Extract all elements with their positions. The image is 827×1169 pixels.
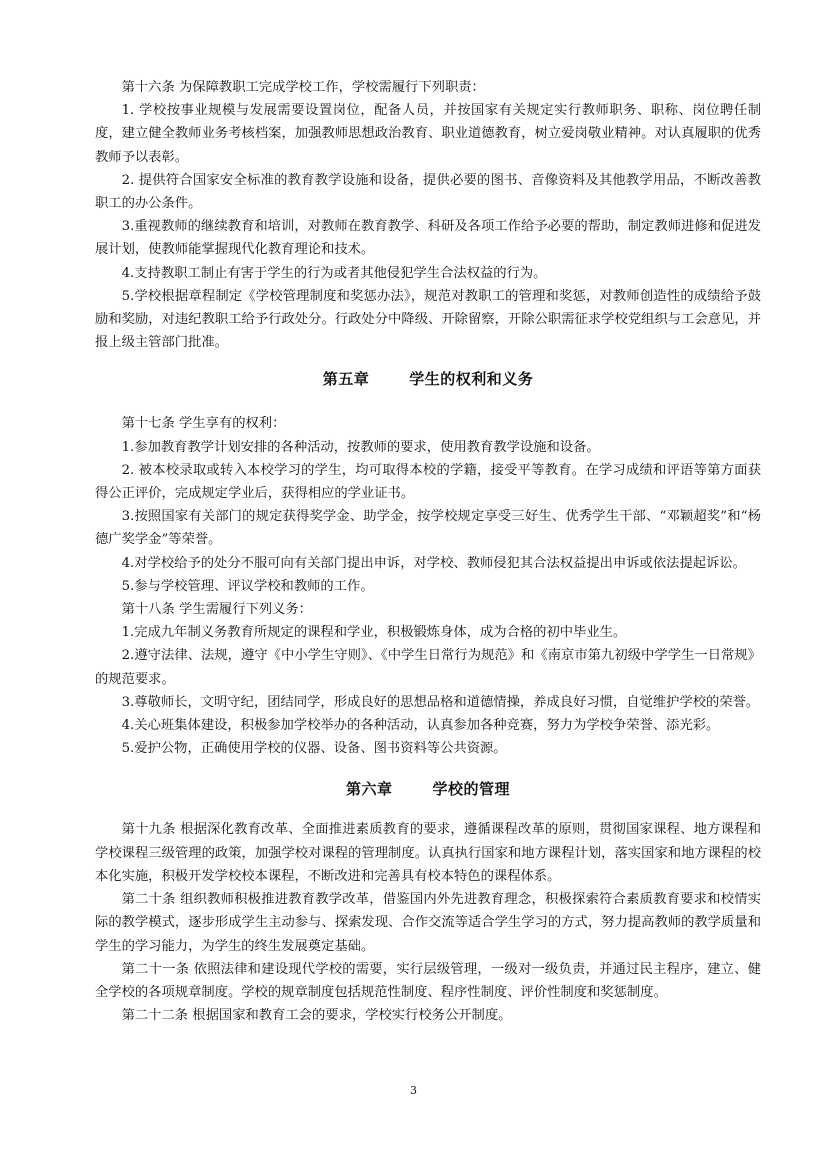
chapter-6-title: 学校的管理 [432, 780, 511, 799]
article-18-item-5: 5.爱护公物，正确使用学校的仪器、设备、图书资料等公共资源。 [121, 741, 507, 757]
article-17-item-1: 1.参加教育教学计划安排的各种活动，按教师的要求，使用教育教学设施和设备。 [121, 439, 600, 455]
article-20: 第二十条 组织教师积极推进教育教学改革，借鉴国内外先进教育理念，积极探索符合素质教育要求和校情实际的教学模式，逐步形成学生主动参与、探索发现、合作交流等适合学生学习的方式，努力提高教师的教学质量和学生的学习能力，为学生的终生发展奠定基础。 [95, 892, 761, 954]
chapter-5-heading [95, 368, 761, 390]
chapter-6-body [95, 818, 761, 1027]
article-17-item-3: 3.按照国家有关部门的规定获得奖学金、助学金，按学校规定享受三好生、优秀学生干部、“邓颖超奖”和“杨德广奖学金”等荣誉。 [95, 509, 761, 548]
article-16-item-4: 4.支持教职工制止有害于学生的行为或者其他侵犯学生合法权益的行为。 [121, 265, 547, 281]
chapter-5-body [95, 412, 761, 760]
article-21: 第二十一条 依照法律和建设现代学校的需要，实行层级管理，一级对一级负责，并通过民主程序，建立、健全学校的各项规章制度。学校的规章制度包括规范性制度、程序性制度、评价性制度和奖惩制度。 [95, 961, 761, 1000]
document-body [95, 76, 761, 1027]
section-article-16 [95, 76, 761, 354]
chapter-5-number: 第五章 [322, 370, 370, 389]
article-18-item-2: 2.遵守法律、法规，遵守《中小学生守则》、《中学生日常行为规范》和《南京市第九初级中学学生一日常规》的规范要求。 [95, 648, 761, 687]
article-16-item-3: 3.重视教师的继续教育和培训，对教师在教育教学、科研及各项工作给予必要的帮助，制定教师进修和促进发展计划，使教师能掌握现代化教育理论和技术。 [95, 219, 761, 258]
article-16-item-2: 2. 提供符合国家安全标准的教育教学设施和设备，提供必要的图书、音像资料及其他教学用品，不断改善教职工的办公条件。 [95, 172, 761, 212]
article-18-item-3: 3.尊敬师长，文明守纪，团结同学，形成良好的思想品格和道德情操，养成良好习惯，自觉维护学校的荣誉。 [121, 694, 760, 710]
article-18-heading: 第十八条 学生需履行下列义务： [121, 602, 312, 618]
article-17-item-4: 4.对学校给予的处分不服可向有关部门提出申诉，对学校、教师侵犯其合法权益提出申诉或依法提起诉讼。 [121, 555, 746, 571]
article-16-item-1: 1. 学校按事业规模与发展需要设置岗位，配备人员，并按国家有关规定实行教师职务、职称、岗位聘任制度，建立健全教师业务考核档案，加强教师思想政治教育、职业道德教育，树立爱岗敬业精神。对认真履职的优秀教师予以表彰。 [95, 103, 761, 165]
article-16-heading: 第十六条 为保障教职工完成学校工作，学校需履行下列职责： [121, 80, 485, 95]
article-17-item-2: 2. 被本校录取或转入本校学习的学生，均可取得本校的学籍，接受平等教育。在学习成绩和评语等第方面获得公正评价，完成规定学业后，获得相应的学业证书。 [95, 462, 761, 502]
article-17-item-5: 5.参与学校管理、评议学校和教师的工作。 [121, 578, 374, 594]
article-16-item-5: 5.学校根据章程制定《学校管理制度和奖惩办法》，规范对教职工的管理和奖惩，对教师创造性的成绩给予鼓励和奖励，对违纪教职工给予行政处分。行政处分中降级、开除留察，开除公职需征求学校党组织与工会意见，并报上级主管部门批准。 [95, 288, 761, 351]
article-18-item-1: 1.完成九年制义务教育所规定的课程和学业，积极锻炼身体，成为合格的初中毕业生。 [121, 625, 627, 641]
chapter-6-number: 第六章 [345, 780, 393, 799]
article-22: 第二十二条 根据国家和教育工会的要求，学校实行校务公开制度。 [121, 1008, 512, 1024]
article-17-heading: 第十七条 学生享有的权利： [121, 416, 286, 432]
article-18-item-4: 4.关心班集体建设，积极参加学校举办的各种活动，认真参加各种竞赛，努力为学校争荣誉、添光彩。 [121, 718, 720, 734]
article-19: 第十九条 根据深化教育改革、全面推进素质教育的要求，遵循课程改革的原则，贯彻国家课程、地方课程和学校课程三级管理的政策，加强学校对课程的管理制度。认真执行国家和地方课程计划，落实国家和地方课程的校本化实施，积极开发学校校本课程，不断改进和完善具有校本特色的课程体系。 [95, 822, 761, 884]
page-number: 3 [410, 1084, 417, 1097]
chapter-5-title: 学生的权利和义务 [409, 370, 534, 389]
chapter-6-heading [95, 778, 761, 800]
